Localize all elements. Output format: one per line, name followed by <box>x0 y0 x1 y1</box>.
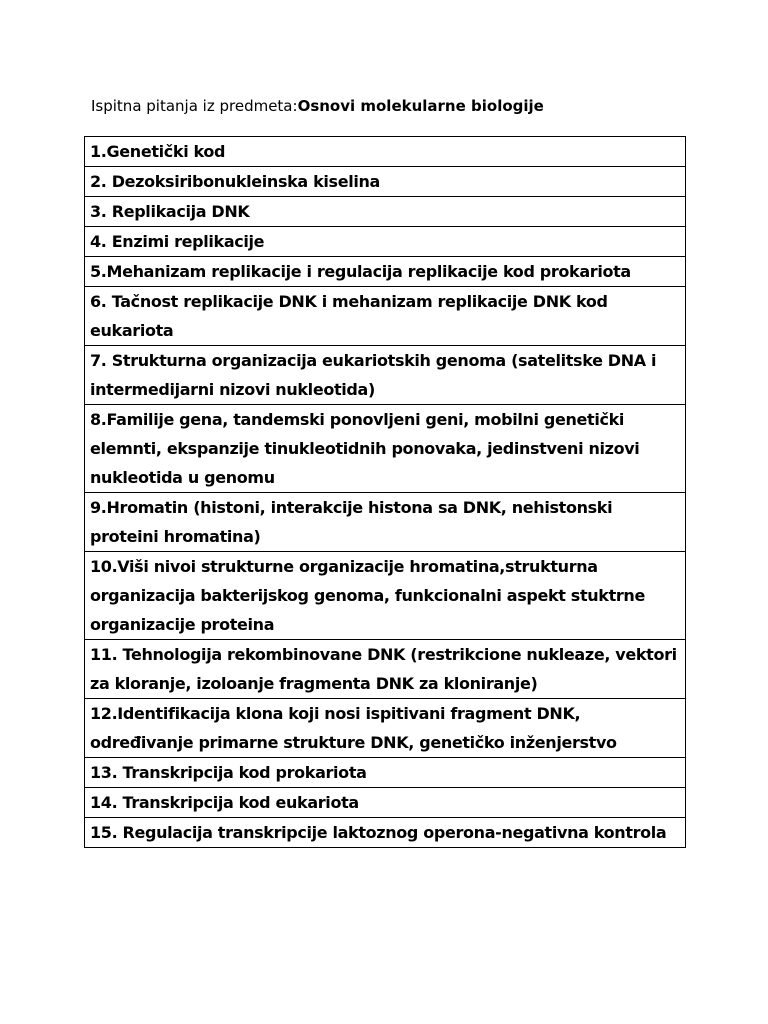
table-cell <box>85 257 686 287</box>
table-cell <box>85 405 686 493</box>
question-13: 13. Transkripcija kod prokariota <box>90 763 367 782</box>
table-cell <box>85 818 686 848</box>
table-cell <box>85 758 686 788</box>
table-cell <box>85 640 686 699</box>
table-cell <box>85 346 686 405</box>
table-row <box>85 640 686 699</box>
table-row <box>85 257 686 287</box>
table-row <box>85 552 686 640</box>
table-row <box>85 227 686 257</box>
table-row <box>85 699 686 758</box>
question-15: 15. Regulacija transkripcije laktoznog operona-negativna kontrola <box>90 823 667 842</box>
table-cell <box>85 699 686 758</box>
table-cell <box>85 788 686 818</box>
table-row <box>85 167 686 197</box>
table-row <box>85 758 686 788</box>
question-5: 5.Mehanizam replikacije i regulacija replikacije kod prokariota <box>90 262 631 281</box>
subject-title: Osnovi molekularne biologije <box>297 97 544 115</box>
question-3: 3. Replikacija DNK <box>90 202 250 221</box>
table-cell <box>85 227 686 257</box>
table-row <box>85 493 686 552</box>
question-2: 2. Dezoksiribonukleinska kiselina <box>90 172 380 191</box>
table-row <box>85 287 686 346</box>
question-7: 7. Strukturna organizacija eukariotskih genoma (satelitske DNA i intermedijarni nizovi nukleotida) <box>90 351 657 399</box>
table-row <box>85 405 686 493</box>
table-cell <box>85 552 686 640</box>
table-row <box>85 197 686 227</box>
question-4: 4. Enzimi replikacije <box>90 232 265 251</box>
table-cell <box>85 167 686 197</box>
question-6: 6. Tačnost replikacije DNK i mehanizam replikacije DNK kod eukariota <box>90 292 608 340</box>
question-14: 14. Transkripcija kod eukariota <box>90 793 359 812</box>
question-11: 11. Tehnologija rekombinovane DNK (restrikcione nukleaze, vektori za kloranje, izoloanje fragmenta DNK za kloniranje) <box>90 645 677 693</box>
page-heading <box>91 96 544 116</box>
table-row <box>85 818 686 848</box>
question-8: 8.Familije gena, tandemski ponovljeni geni, mobilni genetički elemnti, ekspanzije tinukleotidnih ponovaka, jedinstveni nizovi nukleotida u genomu <box>90 410 640 487</box>
table-cell <box>85 493 686 552</box>
table-row <box>85 788 686 818</box>
heading-prefix: Ispitna pitanja iz predmeta: <box>91 97 298 115</box>
question-9: 9.Hromatin (histoni, interakcije histona sa DNK, nehistonski proteini hromatina) <box>90 498 613 546</box>
question-1: 1.Genetički kod <box>90 142 226 161</box>
question-10: 10.Viši nivoi strukturne organizacije hromatina,strukturna organizacija bakterijskog genoma, funkcionalni aspekt stuktrne organizacije proteina <box>90 557 645 634</box>
questions-table <box>84 136 686 848</box>
table-cell <box>85 197 686 227</box>
table-cell <box>85 287 686 346</box>
table-row <box>85 346 686 405</box>
table-row <box>85 137 686 167</box>
table-cell <box>85 137 686 167</box>
question-12: 12.Identifikacija klona koji nosi ispitivani fragment DNK, određivanje primarne strukture DNK, genetičko inženjerstvo <box>90 704 617 752</box>
